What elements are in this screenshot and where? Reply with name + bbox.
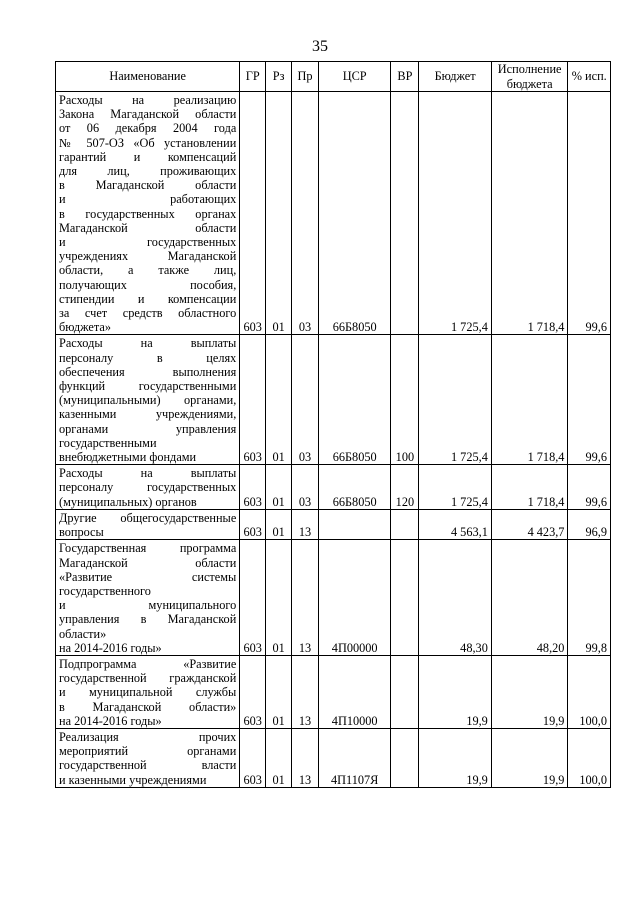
cell-pr: 03	[292, 465, 319, 510]
row-name-line: № 507-ОЗ «Об установлении	[59, 135, 237, 150]
cell-execution: 48,20	[491, 540, 568, 656]
table-row	[56, 92, 611, 335]
cell-execution: 1 718,4	[491, 335, 568, 465]
row-name-line: и работающих	[59, 192, 237, 207]
row-name-line: в Магаданской области»	[59, 699, 237, 714]
cell-vr	[391, 92, 419, 335]
row-name-line: обеспечения выполнения	[59, 364, 237, 379]
header-pr: Пр	[292, 62, 319, 92]
row-name-line: Подпрограмма «Развитие	[59, 656, 237, 671]
cell-csr: 4П1107Я	[318, 728, 390, 787]
table-row	[56, 335, 611, 465]
cell-csr: 66Б8050	[318, 465, 390, 510]
row-name-line: на 2014-2016 годы»	[59, 713, 162, 728]
cell-pr: 13	[292, 655, 319, 728]
row-name	[56, 335, 240, 465]
header-name: Наименование	[56, 62, 240, 92]
row-name-line: учреждениях Магаданской	[59, 249, 237, 264]
row-name-line: Расходы на реализацию	[59, 93, 237, 107]
table-row	[56, 728, 611, 787]
cell-gr: 603	[240, 92, 266, 335]
cell-vr	[391, 728, 419, 787]
row-name-line: в Магаданской области	[59, 178, 237, 193]
table-row	[56, 540, 611, 656]
cell-csr	[318, 509, 390, 539]
cell-percent: 96,9	[568, 509, 611, 539]
row-name-line: и казенными учреждениями	[59, 772, 207, 787]
row-name-line: (муниципальными) органами,	[59, 393, 237, 408]
row-name	[56, 92, 240, 335]
row-name-line: Расходы на выплаты	[59, 336, 237, 351]
cell-pr: 13	[292, 728, 319, 787]
cell-rz: 01	[266, 465, 292, 510]
row-name-line: на 2014-2016 годы»	[59, 640, 162, 655]
row-name-line: Магаданской области	[59, 220, 237, 235]
cell-gr: 603	[240, 728, 266, 787]
header-csr: ЦСР	[318, 62, 390, 92]
cell-percent: 100,0	[568, 655, 611, 728]
row-name-line: получающих пособия,	[59, 277, 237, 292]
cell-percent: 100,0	[568, 728, 611, 787]
header-vr: ВР	[391, 62, 419, 92]
cell-gr: 603	[240, 655, 266, 728]
cell-percent: 99,8	[568, 540, 611, 656]
header-percent: % исп.	[568, 62, 611, 92]
cell-rz: 01	[266, 335, 292, 465]
cell-budget: 48,30	[419, 540, 491, 656]
cell-csr: 4П00000	[318, 540, 390, 656]
cell-budget: 1 725,4	[419, 465, 491, 510]
cell-vr: 120	[391, 465, 419, 510]
cell-rz: 01	[266, 92, 292, 335]
row-name-line: вопросы	[59, 525, 104, 540]
cell-budget: 1 725,4	[419, 335, 491, 465]
row-name-line: персоналу государственных	[59, 480, 237, 495]
row-name-line: Другие общегосударственные	[59, 510, 237, 525]
cell-percent: 99,6	[568, 465, 611, 510]
header-budget: Бюджет	[419, 62, 491, 92]
row-name-line: бюджета»	[59, 320, 111, 335]
table-row	[56, 465, 611, 510]
cell-pr: 03	[292, 92, 319, 335]
row-name-line: в государственных органах	[59, 206, 237, 221]
cell-execution: 19,9	[491, 655, 568, 728]
row-name-line: гарантий и компенсаций	[59, 149, 237, 164]
cell-gr: 603	[240, 335, 266, 465]
cell-rz: 01	[266, 509, 292, 539]
cell-execution: 4 423,7	[491, 509, 568, 539]
page-number: 35	[312, 38, 328, 55]
row-name-line: казенными учреждениями,	[59, 407, 237, 422]
cell-gr: 603	[240, 509, 266, 539]
cell-execution: 1 718,4	[491, 92, 568, 335]
row-name-line: функций государственными	[59, 379, 237, 394]
row-name-line: Закона Магаданской области	[59, 107, 237, 122]
table-header-row	[56, 62, 611, 92]
row-name-line: и муниципальной службы	[59, 685, 237, 700]
row-name-line: области, а также лиц,	[59, 263, 237, 278]
row-name-line: Расходы на выплаты	[59, 466, 237, 481]
cell-rz: 01	[266, 728, 292, 787]
row-name-line: органами управления	[59, 421, 237, 436]
table-body	[56, 92, 611, 788]
cell-vr	[391, 655, 419, 728]
row-name-line: и государственных	[59, 235, 237, 250]
row-name-line: от 06 декабря 2004 года	[59, 121, 237, 136]
table-row	[56, 509, 611, 539]
row-name-line: области»	[59, 626, 107, 641]
row-name-line: управления в Магаданской	[59, 612, 237, 627]
cell-pr: 03	[292, 335, 319, 465]
row-name-line: мероприятий органами	[59, 744, 237, 759]
row-name-line: Магаданской области	[59, 555, 237, 570]
table-row	[56, 655, 611, 728]
cell-execution: 19,9	[491, 728, 568, 787]
cell-rz: 01	[266, 540, 292, 656]
cell-budget: 19,9	[419, 728, 491, 787]
cell-csr: 66Б8050	[318, 92, 390, 335]
row-name-line: государственной власти	[59, 758, 237, 773]
row-name-line: «Развитие системы	[59, 569, 237, 584]
cell-budget: 1 725,4	[419, 92, 491, 335]
cell-execution: 1 718,4	[491, 465, 568, 510]
row-name-line: Реализация прочих	[59, 729, 237, 744]
row-name-line: государственного	[59, 583, 151, 598]
cell-gr: 603	[240, 540, 266, 656]
row-name	[56, 655, 240, 728]
cell-percent: 99,6	[568, 92, 611, 335]
cell-gr: 603	[240, 465, 266, 510]
cell-budget: 4 563,1	[419, 509, 491, 539]
row-name-line: государственной гражданской	[59, 671, 237, 686]
row-name	[56, 540, 240, 656]
cell-rz: 01	[266, 655, 292, 728]
cell-pr: 13	[292, 509, 319, 539]
row-name-line: (муниципальных) органов	[59, 494, 197, 509]
header-execution: Исполнение бюджета	[491, 62, 568, 92]
row-name-line: для лиц, проживающих	[59, 164, 237, 179]
row-name-line: и муниципального	[59, 598, 237, 613]
cell-percent: 99,6	[568, 335, 611, 465]
cell-vr	[391, 509, 419, 539]
row-name	[56, 465, 240, 510]
row-name-line: персоналу в целях	[59, 350, 237, 365]
row-name-line: внебюджетными фондами	[59, 450, 197, 465]
cell-vr	[391, 540, 419, 656]
cell-budget: 19,9	[419, 655, 491, 728]
row-name-line: стипендии и компенсации	[59, 291, 237, 306]
header-rz: Рз	[266, 62, 292, 92]
row-name-line: за счет средств областного	[59, 306, 237, 321]
budget-table	[55, 61, 611, 788]
row-name	[56, 509, 240, 539]
cell-csr: 4П10000	[318, 655, 390, 728]
cell-vr: 100	[391, 335, 419, 465]
row-name-line: государственными	[59, 435, 157, 450]
cell-csr: 66Б8050	[318, 335, 390, 465]
cell-pr: 13	[292, 540, 319, 656]
row-name	[56, 728, 240, 787]
row-name-line: Государственная программа	[59, 541, 237, 556]
header-gr: ГР	[240, 62, 266, 92]
